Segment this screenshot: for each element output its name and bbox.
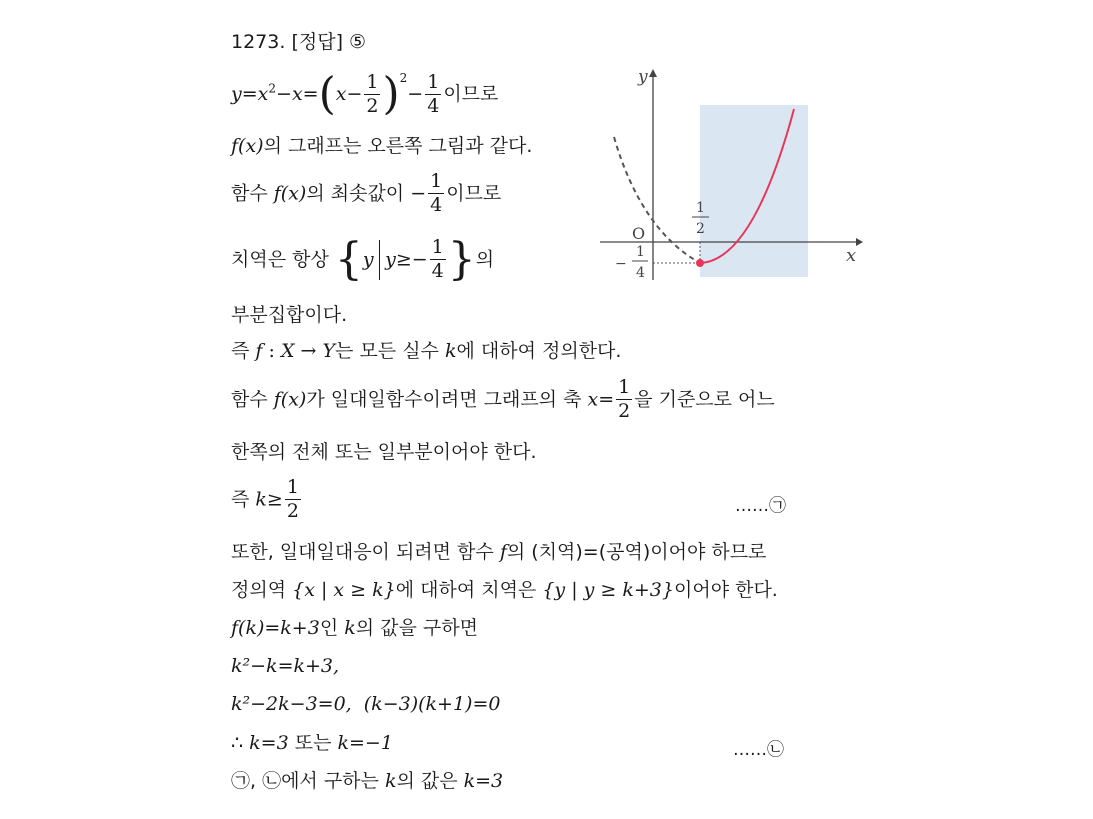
condition-marker-2: ……㉡ <box>733 740 784 760</box>
parabola-graph <box>598 65 868 310</box>
graph-description: f(x)의 그래프는 오른쪽 그림과 같다. <box>231 135 533 157</box>
fraction-quarter: $\frac{1}{4}$ <box>431 236 444 282</box>
x-axis-arrow <box>856 238 863 246</box>
x-axis-label: x <box>846 245 857 266</box>
domain-range-line: 정의역 {x | x ≥ k}에 대하여 치역은 {y | y ≥ k+3}이어야 한다. <box>231 579 778 601</box>
range-set-line: 치역은 항상 {y y≥− $\frac{1}{4}$ }의 <box>231 234 495 285</box>
y-axis-label: y <box>638 67 648 87</box>
one-to-one-condition-line: 함수 f(x)가 일대일함수이려면 그래프의 축 x= $\frac{1}{2}$ 을 기준으로 어느 <box>231 376 775 422</box>
answer-value: ⑤ <box>349 31 367 53</box>
solutions-line: ∴ k=3 또는 k=−1 <box>231 732 393 754</box>
quarter-minus: − <box>615 256 627 272</box>
problem-number: 1273. <box>231 31 286 53</box>
equation-completing-square: $y=x^2-x=(x-$ $\frac{1}{2}$ )$^2$− $\frac{1}{4}$ 이므로 <box>231 68 499 120</box>
minimum-value-line: 함수 f(x)의 최솟값이 − $\frac{1}{4}$ 이므로 <box>231 170 502 216</box>
function-definition-line: 즉 f : X → Y는 모든 실수 k에 대하여 정의한다. <box>231 340 622 362</box>
fraction-quarter: $\frac{1}{4}$ <box>430 170 443 216</box>
fraction-half: $\frac{1}{2}$ <box>618 376 631 422</box>
fk-equation-line: f(k)=k+3인 k의 값을 구하면 <box>231 617 478 639</box>
half-denominator: 2 <box>696 221 705 237</box>
one-side-line: 한쪽의 전체 또는 일부분이어야 한다. <box>231 441 537 463</box>
fraction-half: $\frac{1}{2}$ <box>366 70 379 117</box>
quadratic-step-2: k²−2k−3=0, (k−3)(k+1)=0 <box>231 693 501 715</box>
quarter-denominator: 4 <box>636 265 645 281</box>
half-numerator: 1 <box>696 200 705 216</box>
shaded-domain-region <box>700 105 808 277</box>
final-answer-line: ㉠, ㉡에서 구하는 k의 값은 k=3 <box>231 770 504 792</box>
quarter-numerator: 1 <box>636 244 645 260</box>
problem-header <box>231 33 366 52</box>
fraction-half: $\frac{1}{2}$ <box>286 476 299 522</box>
subset-line: 부분집합이다. <box>231 304 348 326</box>
origin-label: O <box>632 224 646 243</box>
vertex-point <box>696 259 704 267</box>
correspondence-line: 또한, 일대일대응이 되려면 함수 f의 (치역)=(공역)이어야 하므로 <box>231 541 767 563</box>
fraction-quarter: $\frac{1}{4}$ <box>427 70 440 117</box>
answer-label: [정답] <box>291 31 343 53</box>
condition-marker-1: ……㉠ <box>735 496 786 516</box>
k-inequality-line: 즉 k≥ $\frac{1}{2}$ <box>231 476 299 522</box>
parabola-left-branch <box>614 137 700 263</box>
quadratic-step-1: k²−k=k+3, <box>231 655 340 677</box>
y-axis-arrow <box>649 69 657 77</box>
